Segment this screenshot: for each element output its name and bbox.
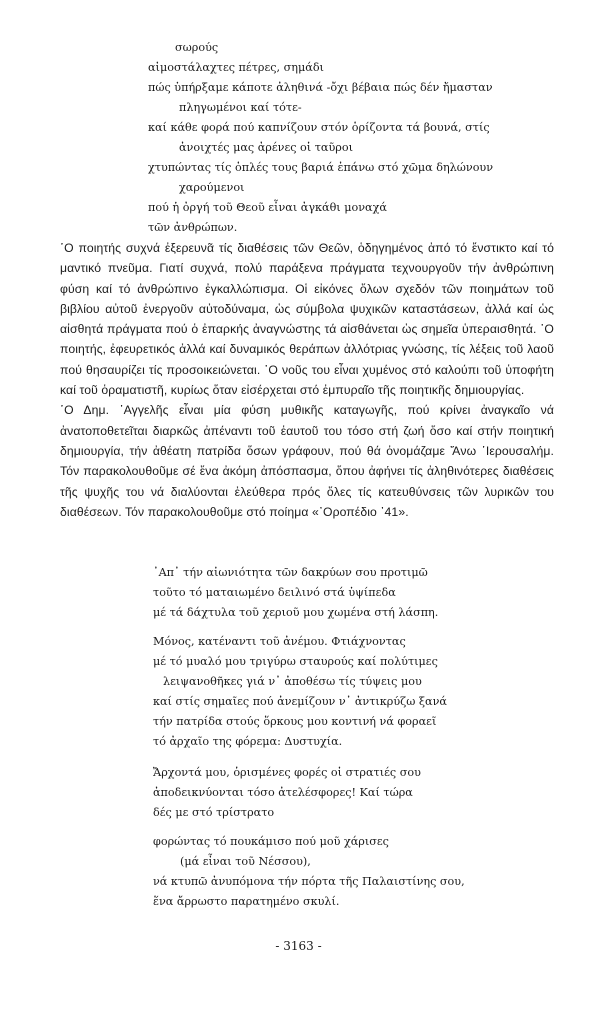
poem-line: τήν πατρίδα στούς ὅρκους μου κοντινή νά φοραεῖ — [153, 715, 437, 728]
page-number: - 3163 - — [275, 939, 322, 953]
poem-line: σωρούς — [175, 41, 219, 54]
paragraph-1: ῾Ο ποιητής συχνά ἐξερευνᾶ τίς διαθέσεις τῶν Θεῶν, ὁδηγημένος ἀπό τό ἔνστικτο καί τό μαντικό πνεῦμα. Γιατί συχνά, πολύ παράξενα πράγματα τεχνουργοῦν τήν ἀνθρώπινη φύση καί τό ἀνθρώπινο ἐγκαλλώπισμα. Οἱ εἰκόνες ὅλων σχεδόν τῶν ποιημάτων τοῦ βιβλίου αὐτοῦ ἐνεργοῦν αὐτοδύναμα, ὡς σύμβολα ψυχικῶν καταστάσεων, ἀλλά καί ὡς αἰσθητά πράγματα πού ὁ ἐπαρκής ἀναγνώστης τά αἰσθάνεται ὡς σημεῖα ὑπεραισθητά. ῾Ο ποιητής, ἐφευρετικός ἀλλά καί δυναμικός θεράπων ἀλλότριας γνώσης, τίς λέξεις τοῦ λαοῦ πού θησαυρίζει τίς προσοικειώνεται. ῾Ο νοῦς του εἶναι χυμένος στό καλούπι τοῦ ὑποφήτη καί τοῦ ὁραματιστῆ, κυρίως ὅταν εἰσέρχεται στό ἐμπυραῖο τῆς ποιητικῆς δημιουργίας. — [60, 241, 554, 398]
poem-line: νά κτυπῶ ἀνυπόμονα τήν πόρτα τῆς Παλαιστίνης σου, — [153, 875, 465, 888]
poem-line: (μά εἶναι τοῦ Νέσσου), — [180, 855, 311, 868]
prose-body — [60, 238, 554, 522]
poem-line: πώς ὑπήρξαμε κάποτε ἀληθινά -ὄχι βέβαια πώς δέν ἤμασταν — [148, 81, 493, 94]
poem-line: ἀποδεικνύονται τόσο ἀτελέσφορες! Καί τώρα — [153, 786, 413, 799]
poem-line: Μόνος, κατέναντι τοῦ ἀνέμου. Φτιάχνοντας — [153, 635, 406, 648]
poem-line: αἱμοστάλαχτες πέτρες, σημάδι — [148, 61, 324, 74]
poem-line: ᾽Απ᾽ τήν αἰωνιότητα τῶν δακρύων σου προτιμῶ — [153, 566, 428, 579]
poem-line: χαρούμενοι — [179, 181, 245, 194]
paragraph-2: ῾Ο Δημ. ᾽Αγγελῆς εἶναι μία φύση μυθικῆς καταγωγῆς, πού κρίνει ἀναγκαῖο νά ἀνατοποθετεῖται διαρκῶς ἀπέναντι τοῦ ἑαυτοῦ του τόσο στή ζωή ὅσο καί στήν ποιητική δημιουργία, τήν ἀθέατη πατρίδα ὅσων γράφουν, πού θά ὀνομάζαμε Ἄνω ῾Ιερουσαλήμ. Τόν παρακολουθοῦμε σέ ἕνα ἀκόμη ἀπόσπασμα, ὅπου ἀφήνει τίς ἀληθινότερες διαθέσεις τῆς ψυχῆς του νά διαλύονται ἐλεύθερα πρός ὅλες τίς κατευθύνσεις τῶν λυρικῶν του διαθέσεων. Τόν παρακολουθοῦμε στό ποίημα «᾽Οροπέδιο ᾽41». — [60, 403, 554, 519]
poem-line: πού ἡ ὀργή τοῦ Θεοῦ εἶναι ἀγκάθι μοναχά — [148, 201, 387, 214]
poem-line: χτυπώντας τίς ὁπλές τους βαριά ἐπάνω στό χῶμα δηλώνουν — [148, 161, 494, 174]
poem-line: τοῦτο τό ματαιωμένο δειλινό στά ὑψίπεδα — [153, 586, 396, 599]
poem-line: ἕνα ἄρρωστο παρατημένο σκυλί. — [153, 895, 340, 908]
poem-line: τό ἀρχαῖο της φόρεμα: Δυστυχία. — [153, 735, 343, 748]
poem-line: καί στίς σημαῖες πού ἀνεμίζουν ν᾽ ἀντικρύζω ξανά — [153, 695, 447, 708]
poem-line: ἀνοιχτές μας ἀρένες οἱ ταῦροι — [179, 141, 353, 154]
poem-line: μέ τά δάχτυλα τοῦ χεριοῦ μου χωμένα στή λάσπη. — [153, 606, 439, 619]
poem-line: καί κάθε φορά πού καπνίζουν στόν ὁρίζοντα τά βουνά, στίς — [148, 121, 490, 134]
poem-line: φορώντας τό πουκάμισο πού μοῦ χάρισες — [153, 835, 389, 848]
poem-line: τῶν ἀνθρώπων. — [148, 221, 238, 234]
poem-line: μέ τό μυαλό μου τριγύρω σταυρούς καί πολύτιμες — [153, 655, 438, 668]
poem-line: λειψανοθῆκες γιά ν᾽ ἀποθέσω τίς τύψεις μου — [163, 675, 422, 688]
poem-line: Ἄρχοντά μου, ὁρισμένες φορές οἱ στρατιές σου — [153, 766, 421, 779]
poem-line: δές με στό τρίστρατο — [153, 806, 275, 819]
poem-line: πληγωμένοι καί τότε- — [179, 101, 302, 114]
